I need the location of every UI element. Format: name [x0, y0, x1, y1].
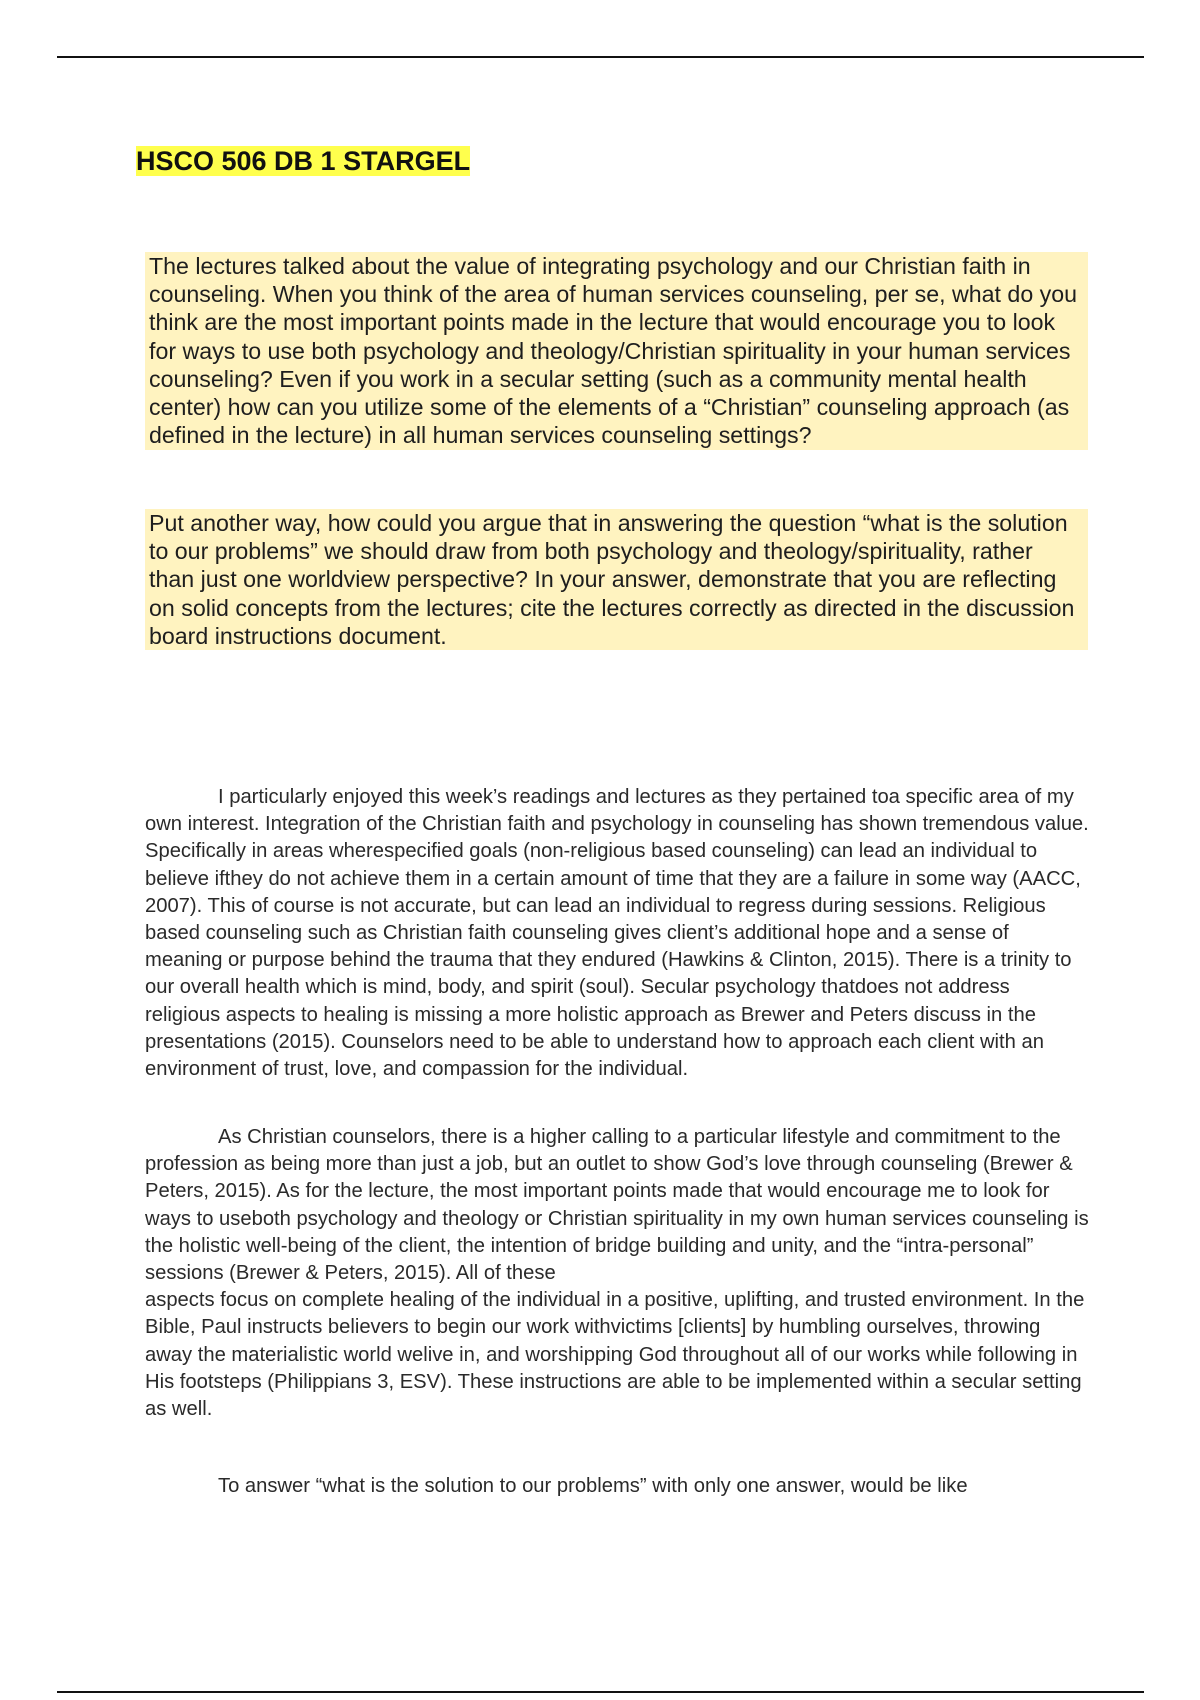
document-title	[134, 144, 472, 178]
prompt-paragraph-1: The lectures talked about the value of integrating psychology and our Christian faith in counseling. When you think of the area of human services counseling, per se, what do you think are the most important points made in the lecture that would encourage you to look for ways to use both psychology and theology/Christian spirituality in your human services counseling? Even if you work in a secular setting (such as a community mental health center) how can you utilize some of the elements of a “Christian” counseling approach (as defined in the lecture) in all human services counseling settings?	[145, 252, 1088, 450]
response-paragraph-2-text: As Christian counselors, there is a higher calling to a particular lifestyle and commitment to the profession as being more than just a job, but an outlet to show God’s love through counseling (Brewer & Peters, 2015). As for the lecture, the most important points made that would encourage me to look for ways to useboth psychology and theology or Christian spirituality in my own human services counseling is the holistic well-being of the client, the intention of bridge building and unity, and the “intra-personal” sessions (Brewer & Peters, 2015). All of these	[145, 1126, 1089, 1285]
response-paragraph-1-text: I particularly enjoyed this week’s readings and lectures as they pertained toa specific area of my own interest. Integration of the Christian faith and psychology in counseling has shown tremendous value. Specifically in areas wherespecified goals (non-religious based counseling) can lead an individual to believe ifthey do not achieve them in a certain amount of time that they are a failure in some way (AACC, 2007). This of course is not accurate, but can lead an individual to regress during sessions. Religious based counseling such as Christian faith counseling gives client’s additional hope and a sense of meaning or purpose behind the trauma that they endured (Hawkins & Clinton, 2015). There is a trinity to our overall health which is mind, body, and spirit (soul). Secular psychology thatdoes not address religious aspects to healing is missing a more holistic approach as Brewer and Peters discuss in the presentations (2015). Counselors need to be able to understand how to approach each client with an environment of trust, love, and compassion for the individual.	[145, 786, 1089, 1081]
response-paragraph-2-continued: aspects focus on complete healing of the individual in a positive, uplifting, and trusted environment. In the Bible, Paul instructs believers to begin our work withvictims [clients] by humbling ourselves, throwing away the materialistic world welive in, and worshipping God throughout all of our works while following in His footsteps (Philippians 3, ESV). These instructions are able to be implemented within a secular setting as well.	[145, 1289, 1085, 1421]
response-paragraph-3	[145, 1473, 1090, 1500]
response-paragraph-1	[145, 784, 1090, 1083]
bottom-divider	[57, 1691, 1144, 1693]
document-title-text: HSCO 506 DB 1 STARGEL	[136, 146, 471, 176]
top-divider	[57, 56, 1144, 58]
prompt-paragraph-2: Put another way, how could you argue that in answering the question “what is the solution to our problems” we should draw from both psychology and theology/spirituality, rather than just one worldview perspective? In your answer, demonstrate that you are reflecting on solid concepts from the lectures; cite the lectures correctly as directed in the discussion board instructions document.	[145, 509, 1088, 650]
response-paragraph-3-text: To answer “what is the solution to our problems” with only one answer, would be like	[218, 1475, 968, 1497]
response-paragraph-2	[145, 1124, 1090, 1423]
